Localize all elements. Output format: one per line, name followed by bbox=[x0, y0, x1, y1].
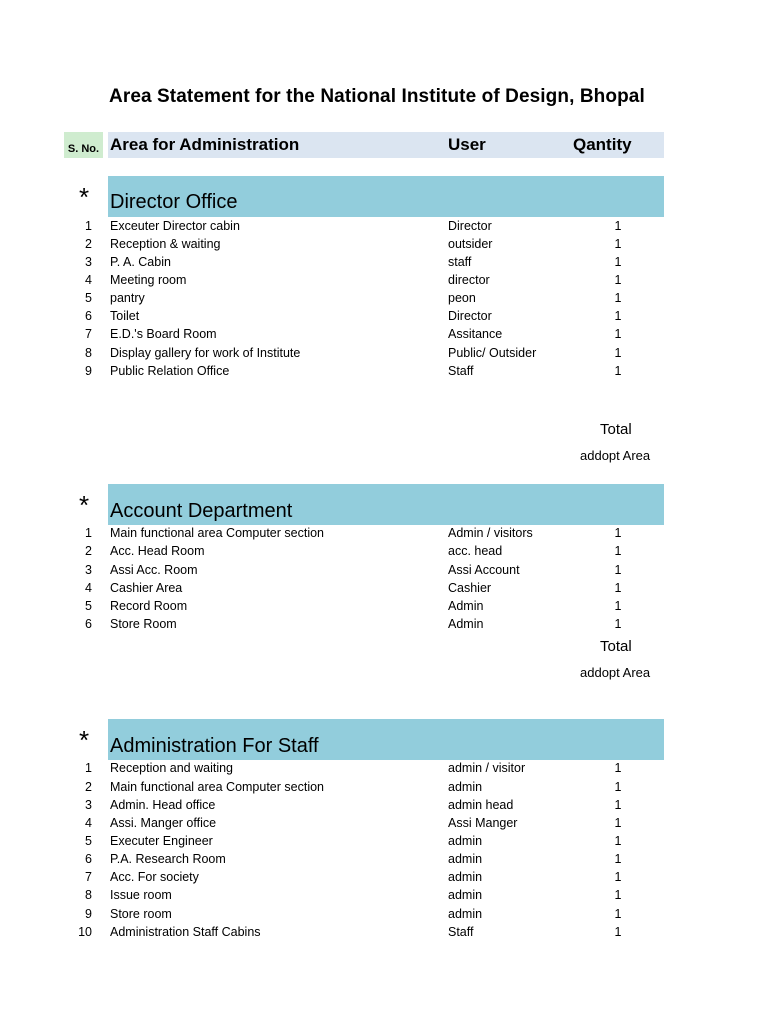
row-number: 7 bbox=[85, 327, 92, 341]
row-user: Assi Manger bbox=[448, 816, 518, 830]
row-number: 10 bbox=[78, 925, 92, 939]
section-title-account-department: Account Department bbox=[110, 500, 293, 522]
row-area: Record Room bbox=[110, 599, 188, 613]
row-area: Issue room bbox=[110, 888, 172, 902]
row-user: director bbox=[448, 273, 490, 287]
row-quantity: 1 bbox=[614, 291, 622, 305]
row-number: 4 bbox=[85, 273, 92, 287]
row-area: Executer Engineer bbox=[110, 834, 213, 848]
row-number: 2 bbox=[85, 237, 92, 251]
row-number: 5 bbox=[85, 291, 92, 305]
table-row bbox=[0, 816, 664, 834]
row-user: admin / visitor bbox=[448, 761, 526, 775]
table-row bbox=[0, 219, 664, 237]
row-quantity: 1 bbox=[614, 526, 622, 540]
row-quantity: 1 bbox=[614, 544, 622, 558]
row-quantity: 1 bbox=[614, 237, 622, 251]
row-area: Administration Staff Cabins bbox=[110, 925, 261, 939]
row-quantity: 1 bbox=[614, 273, 622, 287]
row-number: 4 bbox=[85, 581, 92, 595]
table-row bbox=[0, 888, 664, 906]
row-area: Store Room bbox=[110, 617, 177, 631]
row-number: 2 bbox=[85, 544, 92, 558]
row-user: Staff bbox=[448, 925, 474, 939]
row-user: admin bbox=[448, 888, 483, 902]
row-user: Admin bbox=[448, 599, 484, 613]
table-row bbox=[0, 617, 664, 635]
row-area: P.A. Research Room bbox=[110, 852, 226, 866]
row-user: admin bbox=[448, 780, 483, 794]
section-marker: * bbox=[79, 725, 90, 755]
row-number: 1 bbox=[85, 219, 92, 233]
row-user: admin bbox=[448, 907, 483, 921]
row-area: Main functional area Computer section bbox=[110, 526, 325, 540]
adopt-area-label: addopt Area bbox=[580, 665, 651, 680]
row-quantity: 1 bbox=[614, 364, 622, 378]
row-user: Admin bbox=[448, 617, 484, 631]
row-quantity: 1 bbox=[614, 852, 622, 866]
row-user: outsider bbox=[448, 237, 493, 251]
row-area: Assi Acc. Room bbox=[110, 563, 198, 577]
row-area: Store room bbox=[110, 907, 172, 921]
table-row bbox=[0, 327, 664, 345]
row-quantity: 1 bbox=[614, 219, 622, 233]
table-row bbox=[0, 870, 664, 888]
row-number: 3 bbox=[85, 563, 92, 577]
row-number: 1 bbox=[85, 761, 92, 775]
quantity-column-header: Qantity bbox=[573, 135, 632, 154]
row-user: Director bbox=[448, 219, 492, 233]
row-user: admin bbox=[448, 870, 483, 884]
row-user: Cashier bbox=[448, 581, 492, 595]
row-number: 9 bbox=[85, 907, 92, 921]
table-row bbox=[0, 273, 664, 291]
table-row bbox=[0, 907, 664, 925]
table-row bbox=[0, 780, 664, 798]
table-row bbox=[0, 364, 664, 382]
row-quantity: 1 bbox=[614, 255, 622, 269]
row-user: Director bbox=[448, 309, 492, 323]
table-row bbox=[0, 852, 664, 870]
row-area: Assi. Manger office bbox=[110, 816, 217, 830]
row-quantity: 1 bbox=[614, 327, 622, 341]
row-user: Staff bbox=[448, 364, 474, 378]
adopt-area-label: addopt Area bbox=[580, 448, 651, 463]
row-number: 1 bbox=[85, 526, 92, 540]
row-quantity: 1 bbox=[614, 870, 622, 884]
table-row bbox=[0, 544, 664, 562]
table-row bbox=[0, 526, 664, 544]
row-area: Acc. Head Room bbox=[110, 544, 205, 558]
sno-column-header: S. No. bbox=[64, 132, 103, 158]
table-row bbox=[0, 761, 664, 779]
table-row bbox=[0, 925, 664, 943]
row-user: admin bbox=[448, 834, 483, 848]
row-number: 9 bbox=[85, 364, 92, 378]
section-marker: * bbox=[79, 182, 90, 212]
row-quantity: 1 bbox=[614, 599, 622, 613]
row-user: staff bbox=[448, 255, 472, 269]
row-quantity: 1 bbox=[614, 834, 622, 848]
row-user: Assitance bbox=[448, 327, 503, 341]
row-quantity: 1 bbox=[614, 617, 622, 631]
row-quantity: 1 bbox=[614, 907, 622, 921]
row-number: 5 bbox=[85, 834, 92, 848]
row-quantity: 1 bbox=[614, 816, 622, 830]
page-title: Area Statement for the National Institute of Design, Bhopal bbox=[109, 86, 645, 107]
area-column-header: Area for Administration bbox=[110, 135, 300, 154]
row-user: admin head bbox=[448, 798, 514, 812]
row-number: 3 bbox=[85, 798, 92, 812]
row-number: 5 bbox=[85, 599, 92, 613]
row-area: Exceuter Director cabin bbox=[110, 219, 240, 233]
row-number: 8 bbox=[85, 888, 92, 902]
row-area: Meeting room bbox=[110, 273, 187, 287]
row-number: 6 bbox=[85, 309, 92, 323]
section-marker: * bbox=[79, 490, 90, 520]
section-title-director-office: Director Office bbox=[110, 191, 238, 213]
row-user: peon bbox=[448, 291, 476, 305]
row-area: Acc. For society bbox=[110, 870, 199, 884]
row-quantity: 1 bbox=[614, 925, 622, 939]
row-area: Reception and waiting bbox=[110, 761, 233, 775]
row-quantity: 1 bbox=[614, 780, 622, 794]
row-area: Public Relation Office bbox=[110, 364, 230, 378]
table-row bbox=[0, 563, 664, 581]
row-number: 6 bbox=[85, 617, 92, 631]
row-number: 6 bbox=[85, 852, 92, 866]
row-number: 7 bbox=[85, 870, 92, 884]
section-title-administration-for-staff: Administration For Staff bbox=[110, 735, 319, 757]
row-number: 3 bbox=[85, 255, 92, 269]
row-area: Cashier Area bbox=[110, 581, 183, 595]
user-column-header: User bbox=[448, 135, 486, 154]
table-row bbox=[0, 834, 664, 852]
table-row bbox=[0, 798, 664, 816]
table-row bbox=[0, 599, 664, 617]
table-row bbox=[0, 237, 664, 255]
row-area: Display gallery for work of Institute bbox=[110, 346, 301, 360]
row-area: E.D.'s Board Room bbox=[110, 327, 217, 341]
row-area: pantry bbox=[110, 291, 145, 305]
table-row bbox=[0, 581, 664, 599]
total-label: Total bbox=[600, 421, 632, 438]
row-area: Main functional area Computer section bbox=[110, 780, 325, 794]
table-row bbox=[0, 309, 664, 327]
row-quantity: 1 bbox=[614, 581, 622, 595]
row-number: 8 bbox=[85, 346, 92, 360]
row-user: Public/ Outsider bbox=[448, 346, 537, 360]
row-quantity: 1 bbox=[614, 346, 622, 360]
row-quantity: 1 bbox=[614, 563, 622, 577]
row-area: P. A. Cabin bbox=[110, 255, 171, 269]
row-number: 4 bbox=[85, 816, 92, 830]
table-row bbox=[0, 346, 664, 364]
row-user: Assi Account bbox=[448, 563, 520, 577]
row-area: Toilet bbox=[110, 309, 140, 323]
row-area: Admin. Head office bbox=[110, 798, 216, 812]
table-row bbox=[0, 255, 664, 273]
row-user: Admin / visitors bbox=[448, 526, 533, 540]
total-label: Total bbox=[600, 638, 632, 655]
row-quantity: 1 bbox=[614, 888, 622, 902]
row-quantity: 1 bbox=[614, 798, 622, 812]
row-user: admin bbox=[448, 852, 483, 866]
row-user: acc. head bbox=[448, 544, 503, 558]
row-quantity: 1 bbox=[614, 309, 622, 323]
table-row bbox=[0, 291, 664, 309]
row-quantity: 1 bbox=[614, 761, 622, 775]
row-area: Reception & waiting bbox=[110, 237, 221, 251]
row-number: 2 bbox=[85, 780, 92, 794]
